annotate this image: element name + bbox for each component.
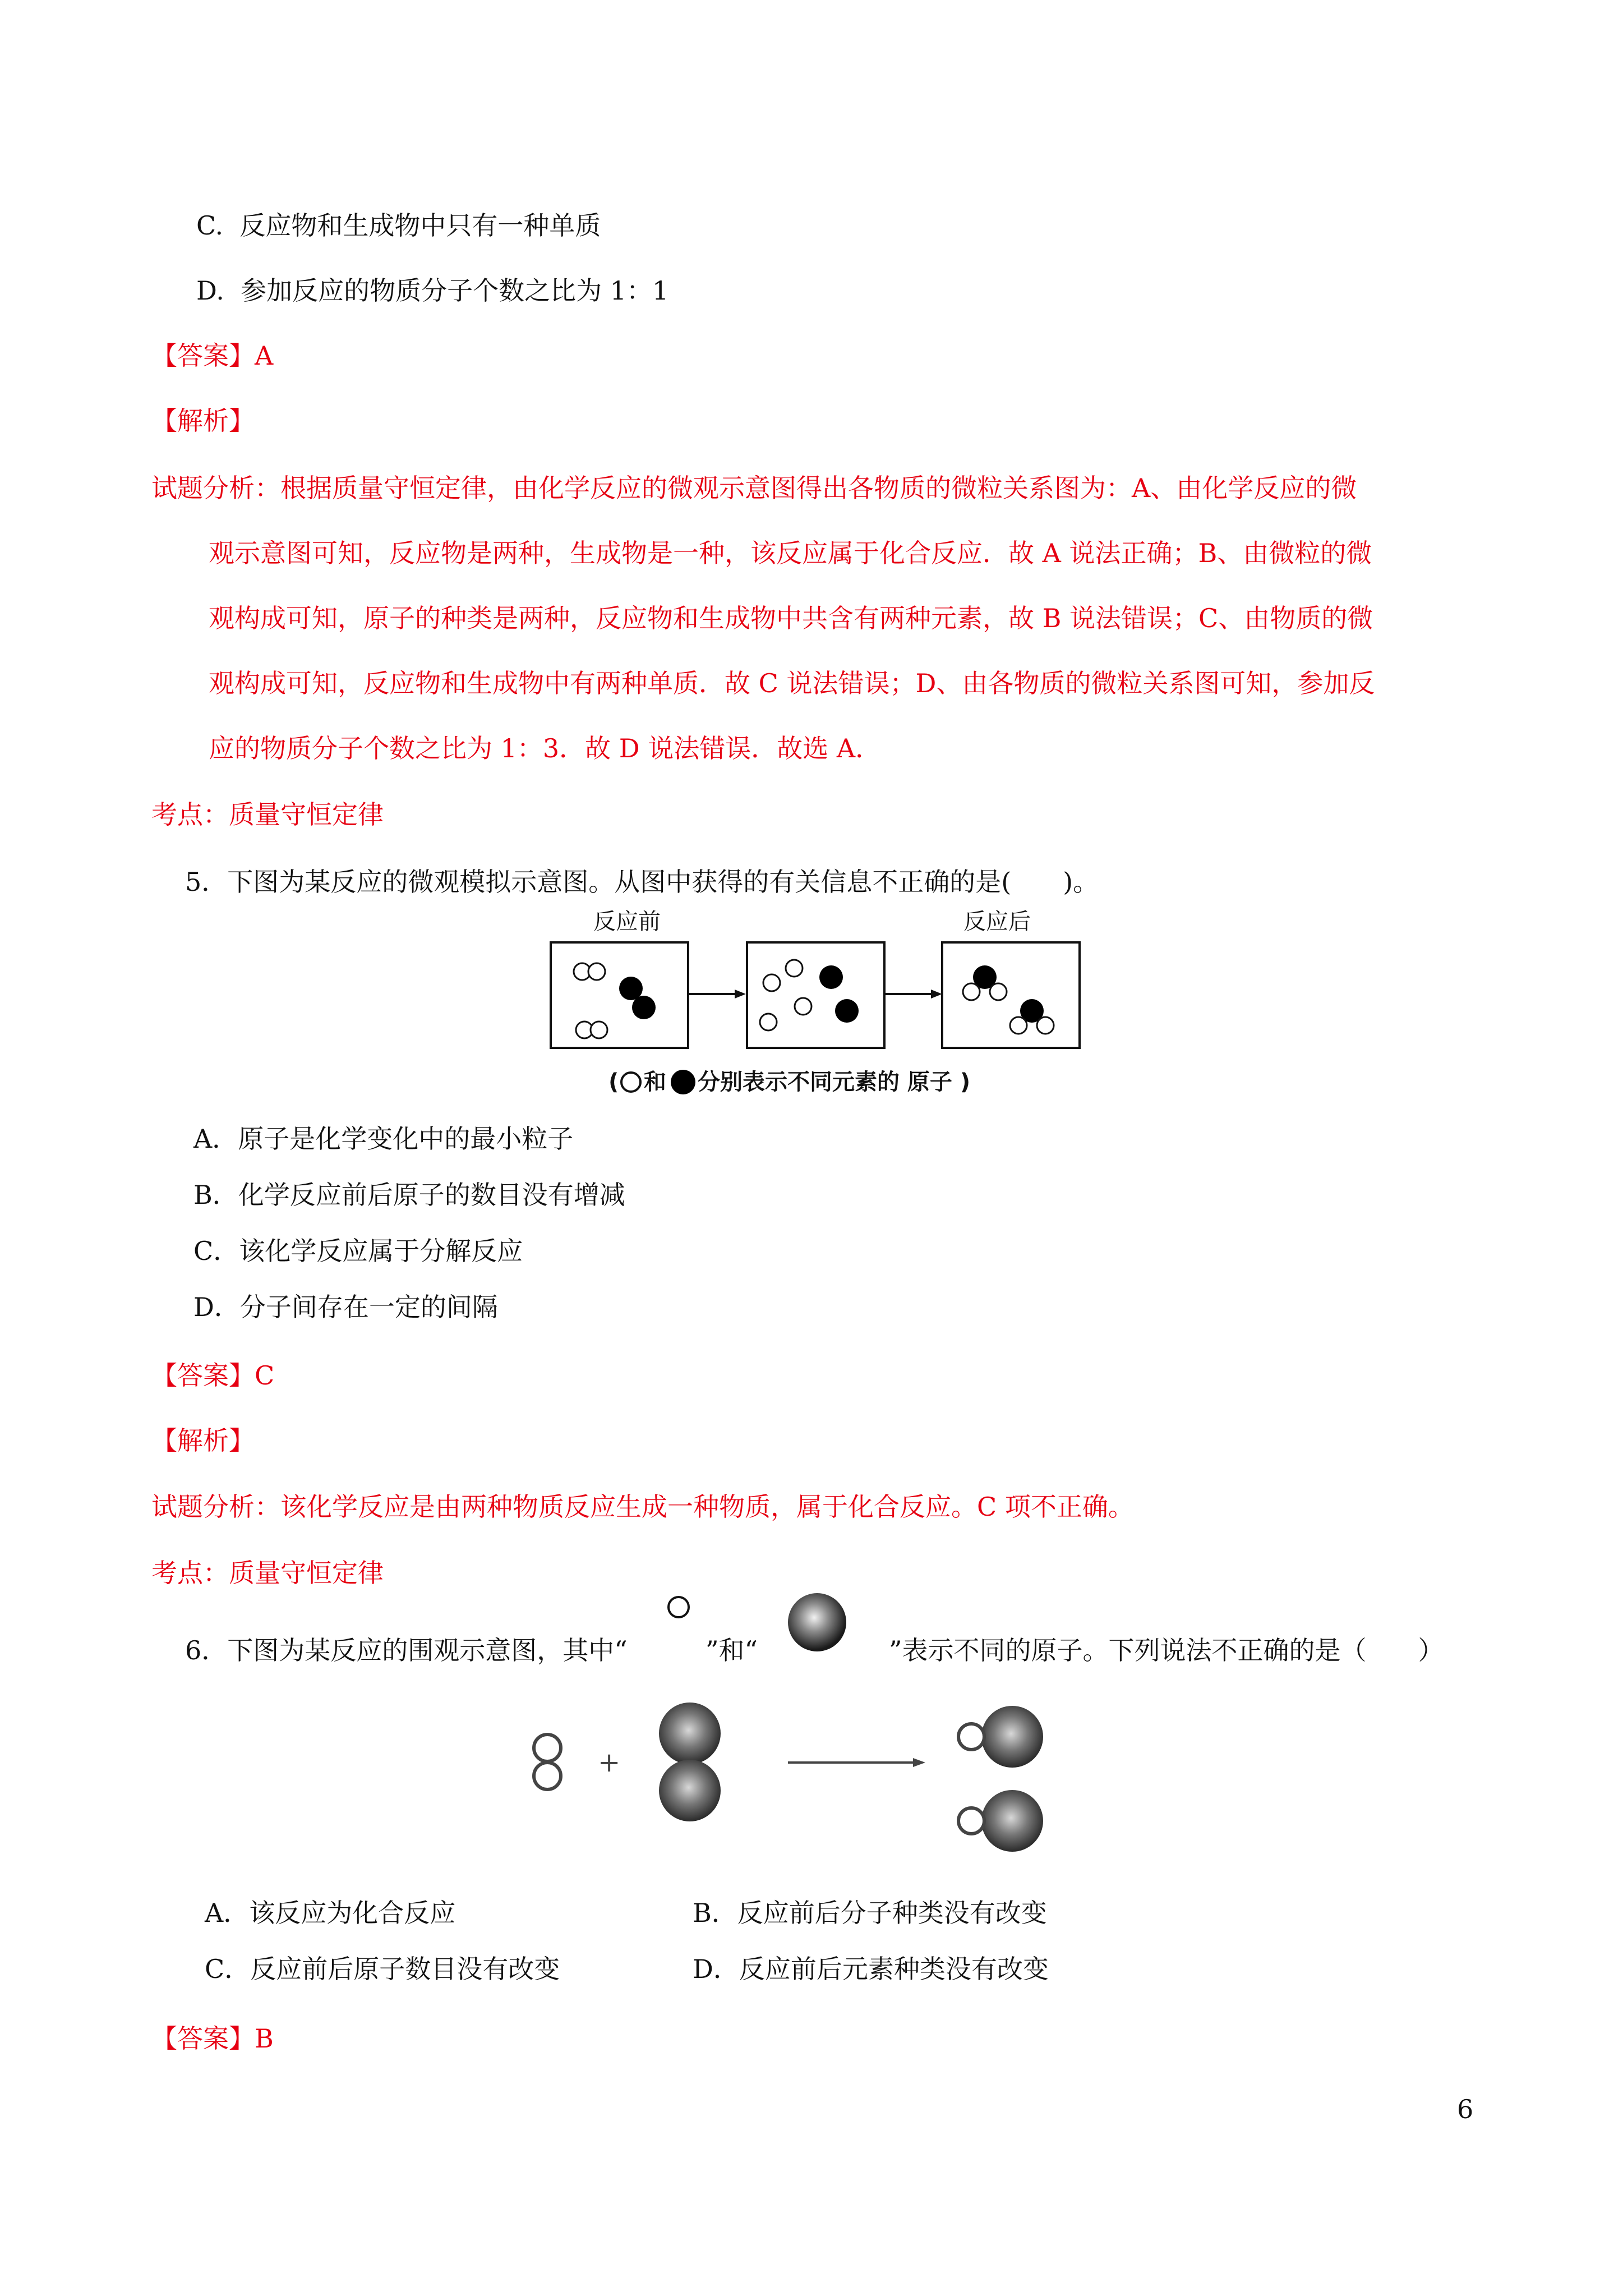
analysis-heading: 【解析】: [151, 406, 255, 436]
q6-stem-part1: 6．下图为某反应的围观示意图，其中“: [185, 1635, 628, 1665]
analysis-line: 应的物质分子个数之比为 1：3．故 D 说法错误．故选 A．: [209, 733, 882, 763]
q5-figure: [538, 898, 1099, 1111]
white-atom: [795, 998, 811, 1015]
q5-analysis-heading: 【解析】: [151, 1425, 255, 1456]
white-atom: [534, 1763, 561, 1789]
q5-option-c: C．该化学反应属于分解反应: [193, 1236, 523, 1266]
option-d: D. 参加反应的物质分子个数之比为 1：1: [196, 275, 669, 306]
q5-key-point: 考点：质量守恒定律: [151, 1558, 384, 1588]
white-atom: [990, 983, 1007, 1000]
analysis-line: 观构成可知，反应物和生成物中有两种单质．故 C 说法错误；D、由各物质的微粒关系图可知，参加反: [209, 668, 1375, 698]
q6-option-d: D．反应前后元素种类没有改变: [693, 1954, 1049, 1984]
white-atom-icon: [668, 1597, 689, 1617]
white-atom: [591, 1022, 607, 1038]
arrow-head: [735, 990, 746, 999]
box-before: [551, 942, 688, 1048]
white-atom: [760, 1014, 777, 1030]
white-atom-legend: [621, 1073, 640, 1092]
option-c: C. 反应物和生成物中只有一种单质: [196, 210, 601, 241]
q6-option-c: C．反应前后原子数目没有改变: [205, 1954, 560, 1984]
white-atom: [1010, 1017, 1027, 1034]
white-atom: [588, 963, 605, 980]
q6-option-a: A．该反应为化合反应: [205, 1898, 456, 1928]
black-atom: [835, 999, 859, 1023]
q6-figure: [505, 1677, 1122, 1862]
black-atom: [819, 965, 843, 989]
q6-answer: 【答案】B: [151, 2023, 274, 2054]
white-atom: [534, 1734, 561, 1761]
white-atom: [958, 1724, 984, 1750]
caption-open: (: [608, 1069, 619, 1095]
white-atom: [1037, 1017, 1054, 1034]
analysis-line: 观构成可知，原子的种类是两种，反应物和生成物中共含有两种元素，故 B 说法错误；C、由物质的微: [209, 603, 1373, 633]
q5-stem: 5．下图为某反应的微观模拟示意图。从图中获得的有关信息不正确的是( )。: [185, 867, 1099, 897]
key-point: 考点：质量守恒定律: [151, 799, 384, 830]
gray-atom-icon: [788, 1593, 846, 1651]
white-atom: [763, 974, 780, 991]
gray-atom: [659, 1703, 721, 1764]
q6-stem-part3: ”表示不同的原子。下列说法不正确的是（ ）: [889, 1635, 1444, 1665]
analysis-line: 观示意图可知，反应物是两种，生成物是一种，该反应属于化合反应．故 A 说法正确；B、由微粒的微: [209, 538, 1372, 568]
black-atom: [632, 996, 656, 1019]
label-after: 反应后: [963, 909, 1031, 935]
arrow-head: [931, 990, 942, 999]
q5-analysis: 试题分析：该化学反应是由两种物质反应生成一种物质，属于化合反应。C 项不正确。: [151, 1492, 1134, 1522]
q5-option-d: D．分子间存在一定的间隔: [193, 1292, 498, 1322]
white-atom: [958, 1808, 984, 1834]
gray-atom: [981, 1706, 1043, 1768]
black-atom: [619, 977, 643, 1000]
arrow-head: [913, 1758, 925, 1767]
answer: 【答案】A: [151, 341, 274, 371]
q6-stem-icons: [656, 1588, 880, 1672]
caption-and: 和: [644, 1069, 666, 1095]
white-atom: [786, 960, 803, 977]
q5-option-b: B．化学反应前后原子的数目没有增减: [193, 1180, 625, 1210]
q5-answer: 【答案】C: [151, 1360, 275, 1391]
plus-sign: +: [598, 1747, 621, 1778]
black-atom-legend: [671, 1070, 695, 1094]
caption-rest: 分别表示不同元素的 原子 ): [698, 1069, 971, 1095]
q6-stem-part2: ”和“: [706, 1635, 758, 1665]
box-middle: [747, 942, 884, 1048]
page-number: 6: [1457, 2094, 1474, 2124]
q6-option-b: B．反应前后分子种类没有改变: [693, 1898, 1047, 1928]
gray-atom: [981, 1790, 1043, 1852]
analysis-line: 试题分析：根据质量守恒定律，由化学反应的微观示意图得出各物质的微粒关系图为：A、由化学反应的微: [151, 473, 1357, 503]
gray-atom: [659, 1760, 721, 1821]
label-before: 反应前: [593, 909, 661, 935]
white-atom: [963, 983, 980, 1000]
q5-option-a: A．原子是化学变化中的最小粒子: [193, 1124, 574, 1154]
